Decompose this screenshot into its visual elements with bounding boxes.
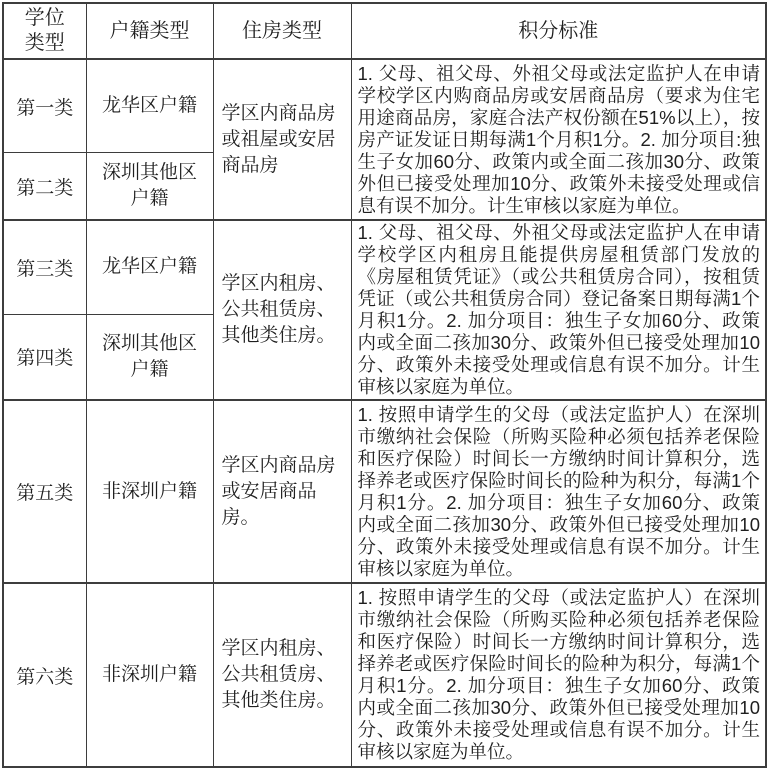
header-points-criteria-label: 积分标准 xyxy=(518,19,599,42)
criteria-cell-6: 1. 按照申请学生的父母（或法定监护人）在深圳市缴纳社会保险（所购买险种必须包括养老保险和医疗保险）时间长一方缴纳时间计算积分，选择养老或医疗保险时间长的险种为积分，每满1个月积1分。2. 加分项目：独生子女加60分、政策内或全面二孩加30分、政策外但已接受处理加10分、政策外未接受处理或信息有误不加分。计生审核以家庭为单位。 xyxy=(351,583,766,767)
table-row-category-5 xyxy=(3,400,766,583)
hukou-cell-6 xyxy=(86,583,213,767)
hukou-cell-3-label: 龙华区户籍 xyxy=(101,256,197,278)
criteria-cell-5: 1. 按照申请学生的父母（或法定监护人）在深圳市缴纳社会保险（所购买险种必须包括养老保险和医疗保险）时间长一方缴纳时间计算积分，选择养老或医疗保险时间长的险种为积分，每满1个月积1分。2. 加分项目：独生子女加60分、政策内或全面二孩加30分、政策外但已接受处理加10分、政策外未接受处理或信息有误不加分。计生审核以家庭为单位。 xyxy=(351,400,766,583)
degree-cell-4: 第四类 xyxy=(3,314,86,400)
hukou-cell-5-label: 非深圳户籍 xyxy=(101,480,197,502)
hukou-cell-5 xyxy=(86,400,213,583)
degree-cell-1: 第一类 xyxy=(3,59,86,153)
table-row-category-3 xyxy=(3,220,766,314)
criteria-cell-group2: 1. 父母、祖父母、外祖父母或法定监护人在申请学校学区内租房且能提供房屋租赁部门发放的《房屋租赁凭证》（或公共租赁房合同），按租赁凭证（或公共租赁房合同）登记备案日期每满1个月积1分。2. 加分项目：独生子女加60分、政策内或全面二孩加30分、政策外但已接受处理加10分、政策外未接受处理或信息有误不加分。计生审核以家庭为单位。 xyxy=(351,220,766,400)
table-row-category-6 xyxy=(3,583,766,767)
header-hukou-type-label: 户籍类型 xyxy=(109,19,190,42)
header-degree-type xyxy=(3,3,86,59)
housing-cell-group2: 学区内租房、公共租赁房、其他类住房。 xyxy=(213,220,351,400)
table-header-row xyxy=(3,3,766,59)
header-degree-type-label: 学位类型 xyxy=(24,7,65,54)
criteria-cell-group1: 1. 父母、祖父母、外祖父母或法定监护人在申请学校学区内购商品房或安居商品房（要求为住宅用途商品房，家庭合法产权份额在51%以上），按房产证发证日期每满1个月积1分。2. 加分项目:独生子女加60分、政策内或全面二孩加30分、政策外但已接受处理加10分、政策外未接受处理或信息有误不加分。计生审核以家庭为单位。 xyxy=(351,59,766,220)
degree-cell-6: 第六类 xyxy=(3,583,86,767)
hukou-cell-2 xyxy=(86,153,213,221)
hukou-cell-1-label: 龙华区户籍 xyxy=(101,95,197,116)
housing-cell-group1: 学区内商品房或祖屋或安居商品房 xyxy=(213,59,351,220)
hukou-cell-3 xyxy=(86,220,213,314)
housing-cell-6: 学区内租房、公共租赁房、其他类住房。 xyxy=(213,583,351,767)
header-housing-type-label: 住房类型 xyxy=(242,19,322,42)
points-criteria-table xyxy=(2,2,767,768)
hukou-cell-4-label: 深圳其他区户籍 xyxy=(101,332,197,380)
header-housing-type xyxy=(213,3,351,59)
hukou-cell-4 xyxy=(86,314,213,400)
header-points-criteria xyxy=(351,3,766,59)
degree-cell-5: 第五类 xyxy=(3,400,86,583)
hukou-cell-2-label: 深圳其他区户籍 xyxy=(101,162,197,209)
degree-cell-2: 第二类 xyxy=(3,153,86,221)
header-hukou-type xyxy=(86,3,213,59)
hukou-cell-6-label: 非深圳户籍 xyxy=(101,664,197,685)
degree-cell-3: 第三类 xyxy=(3,220,86,314)
table-row-category-1 xyxy=(3,59,766,153)
hukou-cell-1 xyxy=(86,59,213,153)
housing-cell-5: 学区内商品房或安居商品房。 xyxy=(213,400,351,583)
